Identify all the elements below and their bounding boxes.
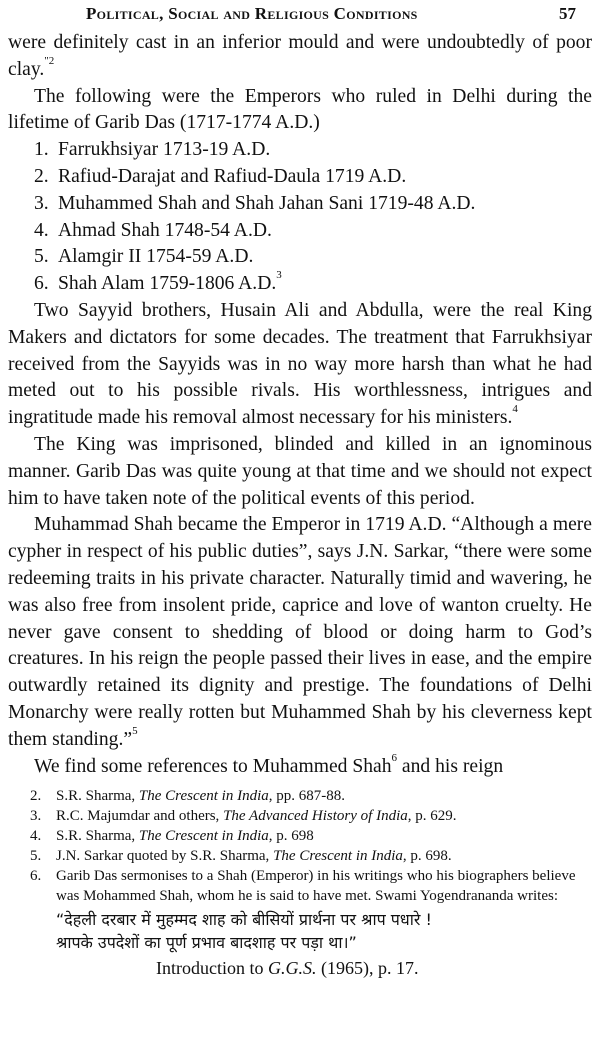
footnote-text bbox=[56, 826, 592, 846]
page-number: 57 bbox=[559, 4, 576, 23]
source-pages: (1965), p. 17. bbox=[316, 958, 419, 979]
paragraph-text: were definitely cast in an inferior mould and were undoubtedly of poor clay. bbox=[8, 32, 592, 80]
citation-author: S.R. Sharma, bbox=[56, 788, 139, 805]
list-item bbox=[34, 218, 592, 245]
paragraph-text: and his reign bbox=[397, 755, 504, 777]
footnote-number: 3. bbox=[30, 808, 42, 825]
citation-pages: , pp. 687-88. bbox=[268, 788, 346, 805]
list-number: 2. bbox=[34, 165, 49, 187]
list-number: 4. bbox=[34, 219, 49, 241]
citation-title: The Crescent in India bbox=[138, 828, 269, 845]
footnote-ref: 5 bbox=[132, 724, 138, 737]
citation-title: The Crescent in India bbox=[138, 788, 269, 805]
footnote-5 bbox=[30, 846, 592, 866]
footnote-ref: 6 bbox=[391, 751, 398, 764]
citation-pages: , p. 698 bbox=[268, 828, 314, 845]
footnote-ref: 3 bbox=[276, 269, 282, 282]
list-text: Alamgir II 1754-59 A.D. bbox=[58, 246, 254, 268]
footnote-2 bbox=[30, 786, 592, 806]
running-head: Political, Social and Religious Conditions bbox=[86, 4, 418, 23]
footnote-ref: 4 bbox=[512, 403, 518, 416]
list-text: Ahmad Shah 1748-54 A.D. bbox=[58, 219, 272, 241]
citation-author: R.C. Majumdar and others, bbox=[56, 808, 224, 825]
list-text: Rafiud-Darajat and Rafiud-Daula 1719 A.D. bbox=[58, 165, 407, 187]
emperors-list bbox=[8, 137, 592, 298]
list-text: Farrukhsiyar 1713-19 A.D. bbox=[58, 139, 271, 161]
citation-pages: , p. 629. bbox=[407, 808, 457, 825]
list-number: 1. bbox=[34, 139, 49, 161]
quote-source bbox=[30, 956, 592, 980]
footnote-number: 6. bbox=[30, 868, 42, 885]
citation-author: J.N. Sarkar quoted by S.R. Sharma, bbox=[56, 848, 274, 865]
footnote-text bbox=[56, 786, 592, 806]
footnote-number: 4. bbox=[30, 828, 42, 845]
footnote-text bbox=[56, 846, 592, 866]
footnotes bbox=[8, 786, 592, 980]
paragraph-emperors-intro: The following were the Emperors who ruled in Delhi during the lifetime of Garib Das (1717-1774 A.D.) bbox=[8, 85, 592, 134]
hindi-quote-line: श्रापके उपदेशों का पूर्ण प्रभाव बादशाह पर पड़ा था।” bbox=[56, 933, 357, 953]
hindi-quote bbox=[30, 908, 592, 954]
paragraph-muhammad-shah bbox=[8, 512, 592, 753]
citation-pages: , p. 698. bbox=[402, 848, 452, 865]
citation-title: The Crescent in India bbox=[273, 848, 403, 865]
citation-title: The Advanced History of India bbox=[223, 808, 408, 825]
citation-author: S.R. Sharma, bbox=[56, 828, 139, 845]
list-text: Muhammed Shah and Shah Jahan Sani 1719-48 A.D. bbox=[58, 192, 476, 214]
paragraph-continuation bbox=[8, 30, 592, 84]
footnote-3 bbox=[30, 806, 592, 826]
list-item bbox=[34, 271, 592, 298]
footnote-4 bbox=[30, 826, 592, 846]
main-text bbox=[8, 30, 592, 780]
footnote-number: 2. bbox=[30, 788, 42, 805]
footnote-number: 5. bbox=[30, 848, 42, 865]
source-title: G.G.S. bbox=[267, 958, 317, 979]
list-number: 3. bbox=[34, 192, 49, 214]
list-item bbox=[34, 191, 592, 218]
list-item bbox=[34, 244, 592, 271]
paragraph-text: We find some references to Muhammed Shah bbox=[34, 755, 392, 777]
list-item bbox=[34, 137, 592, 164]
footnote-text: Garib Das sermonises to a Shah (Emperor) in his writings who his biographers believe was Mohammed Shah, whom he is said to have met. Swami Yogendrananda writes: bbox=[56, 868, 576, 905]
source-text: Introduction to bbox=[156, 958, 268, 979]
paragraph-references bbox=[8, 751, 592, 781]
hindi-quote-line: “देहली दरबार में मुहम्मद शाह को बीसियों प्रार्थना पर श्राप पधारे ! bbox=[56, 910, 432, 930]
list-text: Shah Alam 1759-1806 A.D. bbox=[58, 273, 277, 295]
list-number: 6. bbox=[34, 273, 49, 295]
footnote-6 bbox=[30, 866, 592, 906]
footnote-ref: "2 bbox=[44, 54, 55, 67]
paragraph-sayyid-brothers bbox=[8, 298, 592, 432]
paragraph-king-imprisoned: The King was imprisoned, blinded and killed in an ignominous manner. Garib Das was quite young at that time and we should not expect him to have taken note of the political events of this period. bbox=[8, 433, 592, 509]
paragraph-text: Muhammad Shah became the Emperor in 1719 A.D. “Although a mere cypher in respect of his public duties”, says J.N. Sarkar, “there were some redeeming traits in his private character. Naturally timid and wavering, he was also free from insolent pride, caprice and love of wanton cruelty. He never gave consent to shedding of blood or doing harm to God’s creatures. In his reign the people passed their lives in ease, and the empire outwardly retained its dignity and prestige. The foundations of Delhi Monarchy were really rotten but Muhammed Shah by his cleverness kept them standing.” bbox=[8, 514, 592, 750]
list-number: 5. bbox=[34, 246, 49, 268]
list-item bbox=[34, 164, 592, 191]
page-header bbox=[8, 0, 592, 30]
paragraph-text: Two Sayyid brothers, Husain Ali and Abdulla, were the real King Makers and dictators for some decades. The treatment that Farrukhsiyar received from the Sayyids was in no way more harsh than what he had meted out to his possible rivals. His worthlessness, intrigues and ingratitude made his removal almost necessary for his ministers. bbox=[8, 299, 592, 429]
footnote-text bbox=[56, 806, 592, 826]
